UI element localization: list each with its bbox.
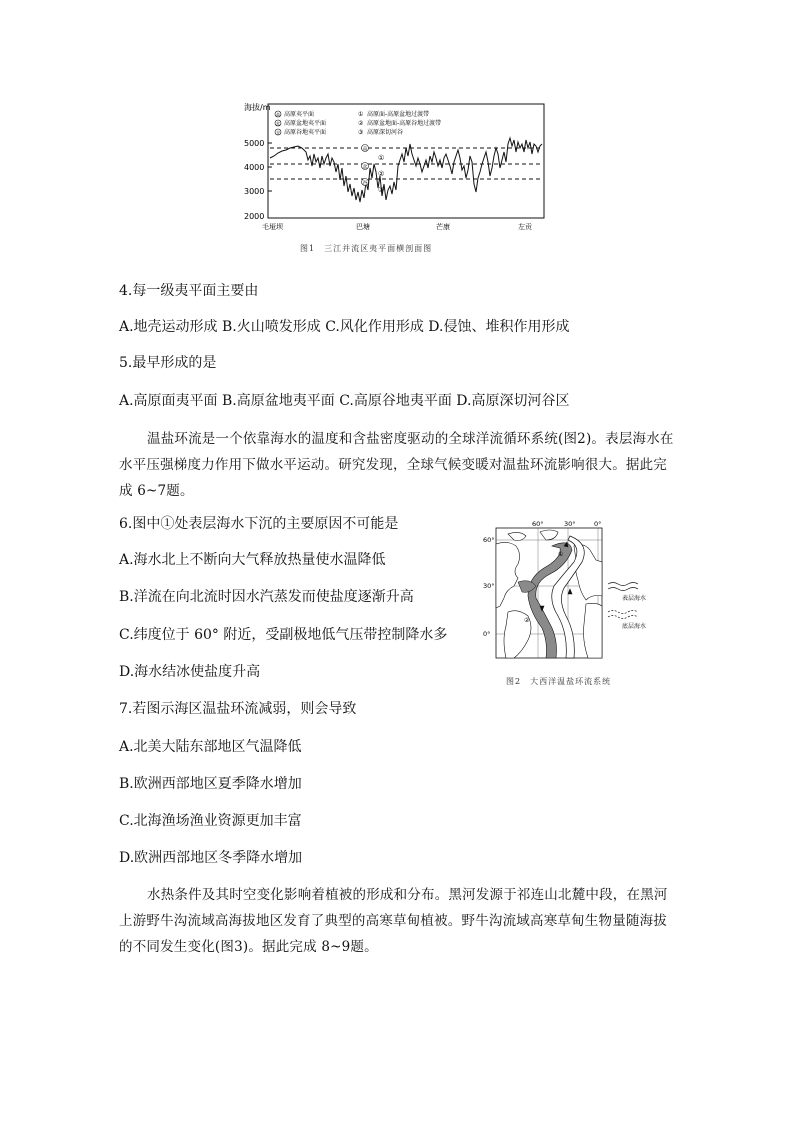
passage-thermohaline: 温盐环流是一个依靠海水的温度和含盐密度驱动的全球洋流循环系统(图2)。表层海水在水平压强梯度力作用下做水平运动。研究发现，全球气候变暖对温盐环流影响很大。据此完成 6~7题。	[119, 431, 674, 499]
fig2-top-label: 30°	[564, 520, 576, 528]
legend-sym: 盆	[276, 121, 280, 126]
q7-stem: 7.若图示海区温盐环流减弱，则会导致	[119, 701, 357, 717]
figure2-atlantic-map	[478, 516, 658, 664]
fig1-y-tick: 5000	[244, 139, 265, 148]
fig2-left-label: 0°	[483, 630, 491, 638]
legend-sym: 谷	[276, 130, 280, 135]
fig1-x-tick: 左贡	[518, 223, 532, 231]
legend-text: 高原深切河谷	[367, 129, 404, 136]
fig2-marker-1: ①	[558, 551, 564, 558]
marker-pen: 盆	[362, 164, 368, 171]
legend-text: 高原盆地面-高原谷地过渡带	[367, 120, 442, 127]
q6-option-c: C.纬度位于 60° 附近，受副极地低气压带控制降水多	[119, 627, 448, 643]
q6-option-a: A.海水北上不断向大气释放热量使水温降低	[119, 552, 386, 568]
legend-sym: 高	[276, 112, 280, 117]
marker-gao: 高	[362, 146, 368, 153]
fig1-x-tick: 毛垭坝	[262, 223, 283, 231]
marker-1: ①	[378, 154, 385, 162]
legend-sym: ②	[358, 120, 364, 127]
q7-option-d: D.欧洲西部地区冬季降水增加	[119, 850, 303, 866]
q4-options: A.地壳运动形成 B.火山喷发形成 C.风化作用形成 D.侵蚀、堆积作用形成	[119, 319, 570, 335]
fig1-tick-marks	[268, 143, 272, 191]
marker-gu: 谷	[362, 180, 368, 187]
passage-heihe-vegetation: 水热条件及其时空变化影响着植被的形成和分布。黑河发源于祁连山北麓中段，在黑河上游野牛沟流域高海拔地区发育了典型的高寒草甸植被。野牛沟流域高寒草甸生物量随海拔的不同发生变化(图3)。据此完成 8~9题。	[119, 887, 668, 955]
fig2-top-label: 0°	[594, 520, 602, 528]
q6-option-b: B.洋流在向北流时因水汽蒸发而使盐度逐渐升高	[119, 589, 414, 605]
legend-sym: ①	[358, 111, 364, 118]
fig1-x-tick: 巴塘	[356, 223, 370, 231]
q6-option-d: D.海水结冰使盐度升高	[119, 664, 261, 680]
q7-option-c: C.北海渔场渔业资源更加丰富	[119, 813, 302, 829]
q7-option-b: B.欧洲西部地区夏季降水增加	[119, 776, 302, 792]
legend-text: 高原盆地夷平面	[284, 120, 327, 127]
q5-stem: 5.最早形成的是	[119, 355, 217, 371]
legend-text: 高原谷地夷平面	[284, 129, 327, 136]
fig1-y-tick: 2000	[244, 212, 265, 221]
fig2-marker-2: ②	[524, 617, 530, 624]
figure1-caption: 图1 三江并流区夷平面横剖面图	[300, 244, 433, 253]
q6-stem: 6.图中①处表层海水下沉的主要原因不可能是	[119, 516, 399, 532]
figure2-caption: 图2 大西洋温盐环流系统	[506, 677, 612, 686]
fig2-top-label: 60°	[532, 520, 544, 528]
fig2-legend	[608, 583, 646, 631]
fig1-legend	[275, 110, 441, 136]
fig2-left-label: 60°	[483, 536, 495, 544]
q5-options: A.高原面夷平面 B.高原盆地夷平面 C.高原谷地夷平面 D.高原深切河谷区	[119, 393, 570, 409]
legend-text: 高原夷平面	[284, 111, 315, 118]
fig1-y-axis-label: 海拔/m	[244, 103, 271, 112]
fig1-y-tick: 4000	[244, 163, 265, 172]
fig1-y-tick: 3000	[244, 187, 265, 196]
fig1-x-tick: 芒康	[436, 223, 450, 231]
q4-stem: 4.每一级夷平面主要由	[119, 283, 259, 299]
legend-surface-label: 表层海水	[622, 595, 647, 602]
legend-deep-label: 底层海水	[622, 623, 647, 630]
fig2-left-label: 30°	[483, 582, 495, 590]
marker-2: ②	[378, 170, 385, 178]
marker-3: ③	[378, 186, 385, 194]
q7-option-a: A.北美大陆东部地区气温降低	[119, 739, 302, 755]
legend-text: 高原面-高原盆地过渡带	[367, 111, 430, 118]
legend-sym: ③	[358, 129, 364, 136]
figure1-profile-chart	[240, 96, 560, 236]
